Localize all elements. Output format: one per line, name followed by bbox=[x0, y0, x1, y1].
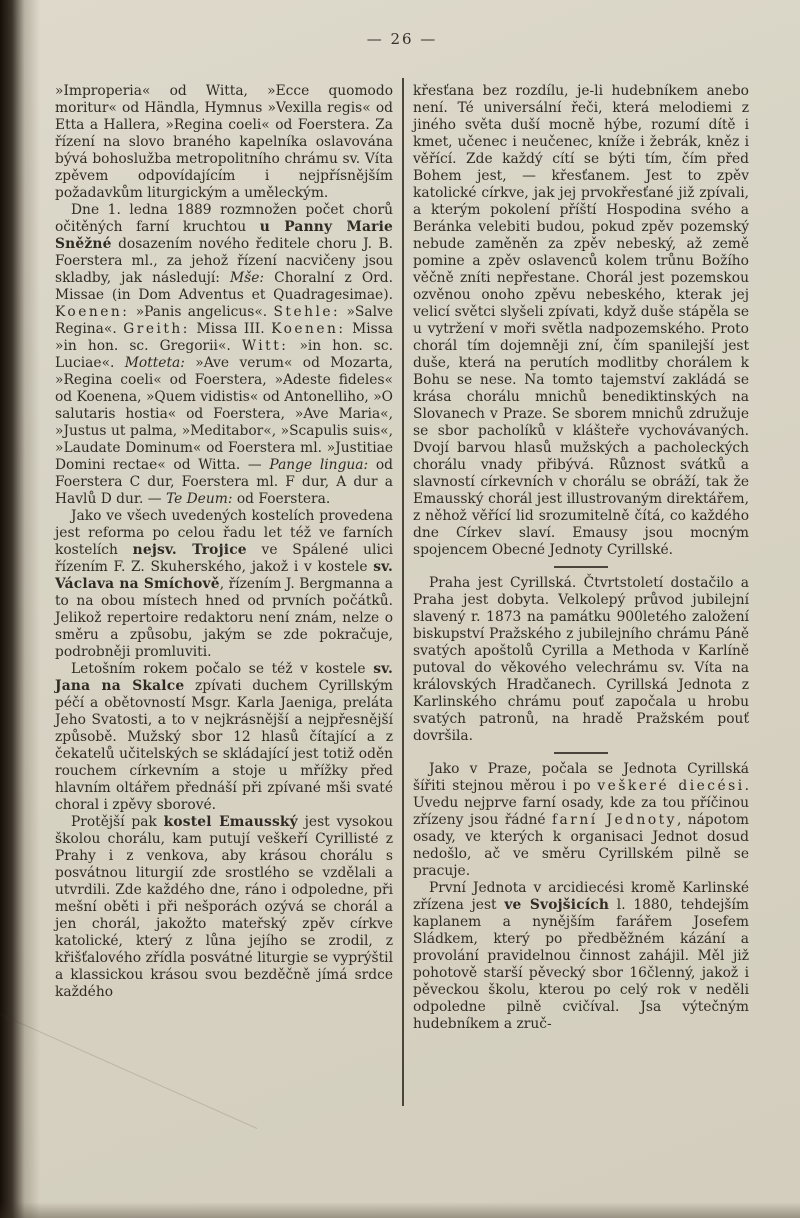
text-run: farní Jednoty bbox=[551, 812, 677, 828]
paragraph bbox=[55, 83, 393, 202]
text-run: ve Spálené ulici řízením F. Z. Skuherského, jakož i v kostele bbox=[55, 542, 394, 575]
text-run: »in hon. sc. Luciae«. bbox=[55, 338, 393, 371]
text-run: Missa III. bbox=[189, 321, 272, 337]
text-run: dosazením nového ředitele choru J. B. Foerstera ml., za jehož řízení nacvičeny jsou skladby, jak následují: bbox=[55, 236, 393, 286]
text-run: Dne 1. ledna 1889 rozmnožen počet chorů očitěných farní kruchtou bbox=[55, 202, 393, 235]
paragraph bbox=[413, 575, 749, 745]
text-run: Motteta: bbox=[124, 355, 185, 371]
text-run: sv. Václava na Smíchově bbox=[55, 559, 393, 592]
section-separator bbox=[554, 566, 608, 568]
text-run: jest vysokou školou chorálu, kam putují veškeří Cyrillisté z Prahy i z venkova, aby krásou chorálu s posvátnou liturgií zde srostlého se vzdělali a utvrdili. Zde každého dne, ráno i odpoledne, při mešní oběti i při nešporách ozývá se chorál a jen chorál, jakožto mateřský zpěv církve katolické, který z lůna jejího se zrodil, z křišťalového zřídla posvátné liturgie se vyprýštil a klassickou krásou svou bezděčně jímá srdce každého bbox=[55, 814, 393, 1000]
paragraph bbox=[55, 202, 393, 508]
text-columns bbox=[55, 83, 749, 1033]
text-run: »Improperia« od Witta, »Ecce quomodo moritur« od Händla, Hymnus »Vexilla regis« od Etta a Hallera, »Regina coeli« od Foerstera. Za řízení na slovo braného kapelníka oslavována bývá bohoslužba metropolitního chrámu sv. Víta zpěvem odpovídajícím i nejpřísnějším požadavkům liturgickým a uměleckým. bbox=[55, 83, 393, 201]
text-run: Te Deum: bbox=[165, 491, 233, 507]
column-divider-rule bbox=[402, 78, 404, 1106]
text-run: l. 1880, tehdejším kaplanem a nynějším farářem Josefem Sládkem, který po předběžném kázání a provolání pravidelnou činnost zahájil. Měl již pohotově starší pěvecký sbor 16členný, jakož i pěveckou školu, kterou po celý rok v neděli odpoledne pilně cvičíval. Jsa výtečným hudebníkem a zruč- bbox=[413, 897, 749, 1032]
left-column bbox=[55, 83, 393, 1033]
text-run: Jako ve všech uvedených kostelích provedena jest reforma po celou řadu let též ve farních kostelích bbox=[55, 508, 393, 558]
text-run: Witt: bbox=[241, 338, 289, 354]
text-run: Protější pak bbox=[71, 814, 164, 830]
text-run: zpívati duchem Cyrillským péčí a obětovností Msgr. Karla Jaeniga, preláta Jeho Svatosti, a to v nejkrásnější a nejpřesnější způsobě. Mužský sbor 12 hlasů čítající a z čekatelů učitelských se skládající jest totiž oděn rouchem církevním a stoje u mřížky před hlavním oltářem přednáší při zpívané mši svaté choral i zpěvy sborové. bbox=[55, 678, 393, 813]
text-run: sv. Jana na Skalce bbox=[55, 661, 393, 694]
text-run: ve Svojšicích bbox=[504, 897, 610, 913]
paragraph bbox=[413, 880, 749, 1033]
text-run: »Panis angelicus«. bbox=[129, 304, 274, 320]
text-run: Koenen: bbox=[55, 304, 130, 320]
paragraph bbox=[55, 814, 393, 1001]
text-run: od Foerstera C dur, Foerstera ml. F dur, A dur a Havlů D dur. — bbox=[55, 457, 393, 507]
text-run: Pange lingua: bbox=[269, 457, 369, 473]
paragraph bbox=[55, 508, 393, 661]
page-number: — 26 — bbox=[366, 30, 438, 48]
text-run: Stehle: bbox=[273, 304, 341, 320]
text-run: Jako v Praze, počala se Jednota Cyrillská šířiti stejnou měrou i po bbox=[413, 761, 749, 794]
page-bottom-shadow bbox=[0, 1202, 800, 1218]
text-run: u Panny Marie Sněžné bbox=[55, 219, 393, 252]
column-gap bbox=[393, 83, 413, 1033]
text-run: Choralní z Ord. Missae (in Dom Adventus et Quadragesimae). bbox=[55, 270, 393, 303]
text-run: Praha jest Cyrillská. Čtvrtstoletí dostačilo a Praha jest dobyta. Velkolepý průvod jubilejní slavený r. 1873 na památku 900letého založení biskupství Pražského z jubilejního chrámu Páně svatých apoštolů Cyrilla a Methoda v Karlíně putoval do věkového velechrámu sv. Víta na královských Hradčanech. Cyrillská Jednota z Karlinského chrámu pouť započala u hrobu svatých patronů, na hradě Pražském pouť dovršila. bbox=[413, 575, 749, 744]
text-run: Greith: bbox=[123, 321, 190, 337]
text-run: . Uvedu nejprve farní osady, kde za tou příčinou zřízeny jsou řádné bbox=[413, 778, 749, 828]
text-run: První Jednota v arcidiecési kromě Karlinské zřízena jest bbox=[413, 880, 749, 913]
text-run: nejsv. Trojice bbox=[132, 542, 247, 558]
text-run: , řízením J. Bergmanna a to na obou místech hned od prvních počátků. Jelikož repertoire redaktoru není znám, nelze o směru a způsobu, jakým se zde pokračuje, podrobněji promluviti. bbox=[55, 576, 393, 660]
text-run: od Foerstera. bbox=[232, 491, 331, 507]
text-run: Mše: bbox=[230, 270, 265, 286]
text-run: »Ave verum« od Mozarta, »Regina coeli« od Foerstera, »Adeste fideles« od Koenena, »Quem vidistis« od Antonelliho, »O salutaris hostia« od Foerstera, »Ave Maria«, »Justus ut palma, »Meditabor«, »Scapulis suis«, »Laudate Dominum« od Foerstera ml. »Justitiae Domini rectae« od Witta. — bbox=[55, 355, 393, 473]
paragraph bbox=[413, 83, 749, 559]
binding-gutter-shadow bbox=[0, 0, 40, 1218]
text-run: kostel Emausský bbox=[163, 814, 298, 830]
section-separator bbox=[554, 752, 608, 754]
text-run: Koenen: bbox=[271, 321, 346, 337]
text-run: »Salve Regina«. bbox=[55, 304, 393, 337]
text-run: Missa »in hon. sc. Gregorii«. bbox=[55, 321, 394, 354]
text-run: , nápotom osady, ve kterých k organisaci Jednot dosud nedošlo, ač ve směru Cyrillském pilně se pracuje. bbox=[413, 812, 749, 879]
right-column bbox=[413, 83, 749, 1033]
paragraph bbox=[413, 761, 749, 880]
text-run: Letošním rokem počalo se též v kostele bbox=[71, 661, 374, 677]
text-run: křesťana bez rozdílu, je-li hudebníkem anebo není. Té universální řeči, která melodiemi z jiného světa duší mocně hýbe, rozumí dítě i kmet, učenec i neučenec, kníže i žebrák, kněz i věřící. Zde každý cítí se býti tím, čím před Bohem jest, — křesťanem. Jest to zpěv katolické církve, jak jej prvokřesťané již zpívali, a kterým pokolení příští Hospodina svého a Beránka velebiti budou, pokud zpěv pozemský nebude zaměněn za zpěv nebeský, až země pomine a zpěv oslavenců kolem trůnu Božího věčně zníti nepřestane. Chorál jest pozemskou ozvěnou onoho zpěvu nebeského, kterak jej velicí světci slyšeli zpívati, když duše stápěla se u vytržení v moři světla nadpozemského. Proto chorál tím dojemněji zní, čím spanilejší jest duše, která na perutích modlitby chorálem k Bohu se nese. Na tomto tajemství zakládá se krása chorálu mnichů benediktinských na Slovanech v Praze. Se sborem mnichů združuje se sbor pacholíků v klášteře vychovávaných. Dvojí barvou hlasů mužských a pacholeckých chorálu vnady přibývá. Různost svátků a slavností církevních v chorálu se obráží, tak že Emausský chorál jest illustrovaným direktářem, z něhož věřící lid srozumitelně čítá, co každého dne Církev slaví. Emausy jsou mocným spojencem Obecné Jednoty Cyrillské. bbox=[413, 83, 749, 558]
paragraph bbox=[55, 661, 393, 814]
text-run: veškeré diecési bbox=[597, 778, 745, 794]
